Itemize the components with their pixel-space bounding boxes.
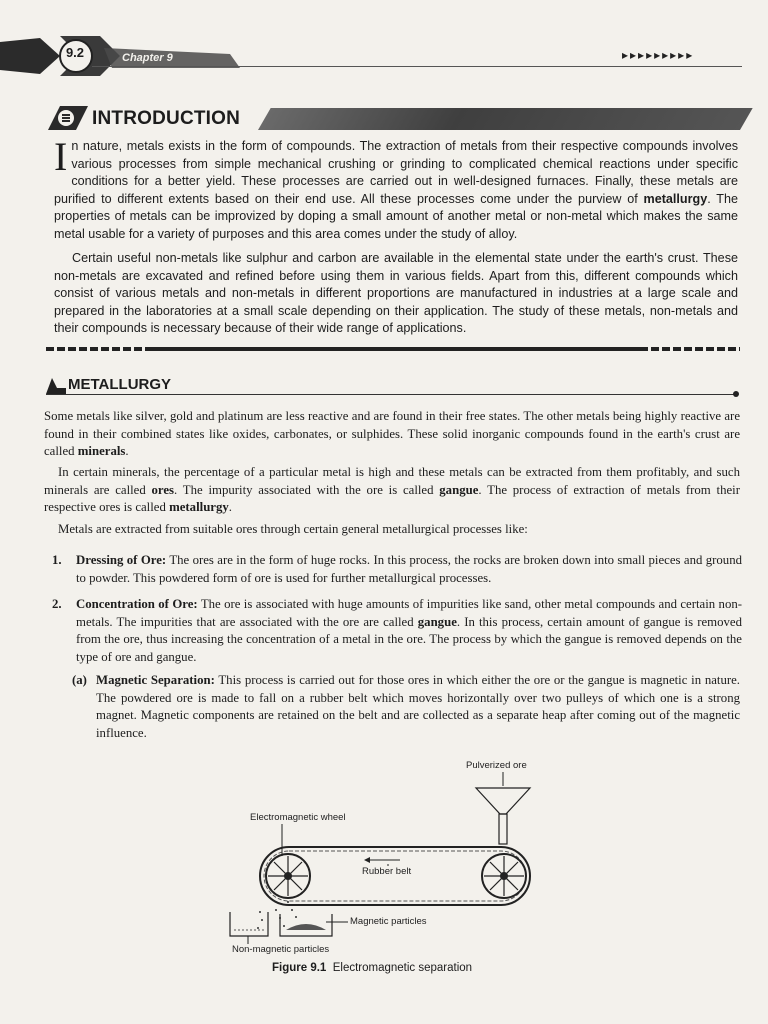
list-term: Dressing of Ore: — [76, 553, 167, 567]
introduction-heading: INTRODUCTION — [92, 108, 241, 129]
metallurgy-heading-icon — [46, 378, 66, 394]
list-item-dressing — [52, 552, 742, 587]
list-number: 1. — [52, 553, 62, 567]
introduction-icon — [48, 106, 88, 130]
subitem-label: (a) — [72, 673, 87, 687]
label-non-magnetic-particles: Non-magnetic particles — [232, 944, 330, 955]
section-divider — [46, 346, 740, 352]
intro-p1-text-a: n nature, metals exists in the form of compounds. The extraction of metals from their respective compounds involves various processes from simple mechanical crushing or grinding to complicated chemical reactions under specific conditions for a better yield. These processes are carried out in well-designed furnaces. Finally, these metals are purified to different extents based on their end use. All these processes come under the purview of — [54, 139, 738, 206]
figure-caption — [272, 962, 472, 974]
term-metallurgy-2: metallurgy — [169, 500, 229, 515]
list-text-b: . In this process, certain amount of gangue is removed from the ore, thus increasing the concentration of a metal in the ore. The process by which the gangue is removed depends on the type of ore and gangue. — [76, 614, 742, 664]
drop-cap: I — [54, 134, 68, 179]
list-text: The ores are in the form of huge rocks. In this process, the rocks are broken down into small pieces and ground to powder. This powdered form of ore is used for further metallurgical processes. — [76, 553, 742, 585]
non-magnetic-container — [230, 912, 268, 936]
met-p2-text-b: . The impurity associated with the ore is called — [174, 482, 440, 497]
electromagnetic-separation-figure — [220, 752, 560, 962]
introduction-paragraph-1 — [54, 134, 738, 244]
list-term: Concentration of Ore: — [76, 597, 198, 611]
metallurgy-heading: METALLURGY — [68, 376, 172, 393]
label-electromagnetic-wheel: Electromagnetic wheel — [250, 812, 346, 823]
figure-number: Figure 9.1 — [272, 962, 327, 974]
header-rule — [92, 66, 742, 67]
metallurgy-heading-dot — [733, 391, 739, 397]
met-p1-text-b: . — [125, 444, 129, 459]
funnel-shape — [476, 788, 530, 814]
introduction-paragraph-2: Certain useful non-metals like sulphur and carbon are available in the elemental state under the earth's crust. These non-metals are excavated and refined before using them in various fields. Apart from this, different compounds which consist of various metals and non-metals in different proportions are manufactured in industries at a large scale and prepared in the laboratories at a small scale depending on their application. The study of these metals, non-metals and their compounds is necessary because of their wide range of applications. — [54, 251, 738, 336]
funnel-stem — [499, 814, 507, 844]
figure-caption-text: Electromagnetic separation — [332, 962, 473, 974]
subitem-text: This process is carried out for those ores in which either the ore or the gangue is magnetic in nature. The powdered ore is made to fall on a rubber belt which moves horizontally over two pulleys of which one is a strong magnet. Magnetic components are retained on the belt and are collected as a separate heap after coming out of the magnetic influence. — [96, 673, 740, 740]
chapter-label: Chapter 9 — [122, 52, 173, 64]
metallurgy-heading-rule — [46, 394, 736, 395]
introduction-heading-bar — [258, 108, 753, 130]
met-p2-text-c: . The process of extraction of metals from their respective ores is called — [44, 482, 740, 515]
subitem-term: Magnetic Separation: — [96, 673, 215, 687]
label-magnetic-particles: Magnetic particles — [350, 916, 427, 927]
met-p2-text-d: . — [228, 500, 232, 515]
metallurgy-paragraph-2 — [44, 464, 740, 517]
met-p1-text-a: Some metals like silver, gold and platinum are less reactive and are found in their free states. The other metals being highly reactive are found in their combined states like oxides, carbonates, or sulphides. These solid inorganic compounds found in the earth's crust are called — [44, 409, 740, 459]
header-arrow-decoration: ▸▸▸▸▸▸▸▸▸ — [622, 48, 695, 62]
term-gangue-2: gangue — [417, 614, 457, 629]
list-text: The ore is associated with huge amounts of impurities like sand, other metal compounds and certain non-metals. The impurities that are associated with the ore are called — [76, 597, 743, 629]
chapter-number: 9.2 — [65, 45, 85, 60]
label-pulverized-ore: Pulverized ore — [466, 760, 527, 771]
metallurgy-paragraph-3: Metals are extracted from suitable ores through certain general metallurgical processes like: — [58, 522, 528, 536]
term-gangue: gangue — [439, 482, 479, 497]
metallurgy-paragraph-1 — [44, 408, 740, 461]
term-minerals: minerals — [77, 444, 126, 459]
term-ores: ores — [151, 482, 175, 497]
list-number: 2. — [52, 597, 62, 611]
label-rubber-belt: Rubber belt — [362, 866, 412, 877]
met-p2-text-a: In certain minerals, the percentage of a particular metal is high and these metals can be extracted from them profitably, and such minerals are called — [44, 465, 740, 497]
intro-p1-text-b: . The properties of metals can be improvized by doping a small amount of another metal or non-metal which makes the same metal usable for a variety of purposes and this area comes under the study of alloy. — [54, 191, 738, 241]
subitem-magnetic-separation — [72, 672, 740, 742]
figure-diagram — [220, 752, 560, 962]
list-item-concentration — [52, 596, 742, 666]
term-metallurgy: metallurgy — [643, 191, 708, 206]
